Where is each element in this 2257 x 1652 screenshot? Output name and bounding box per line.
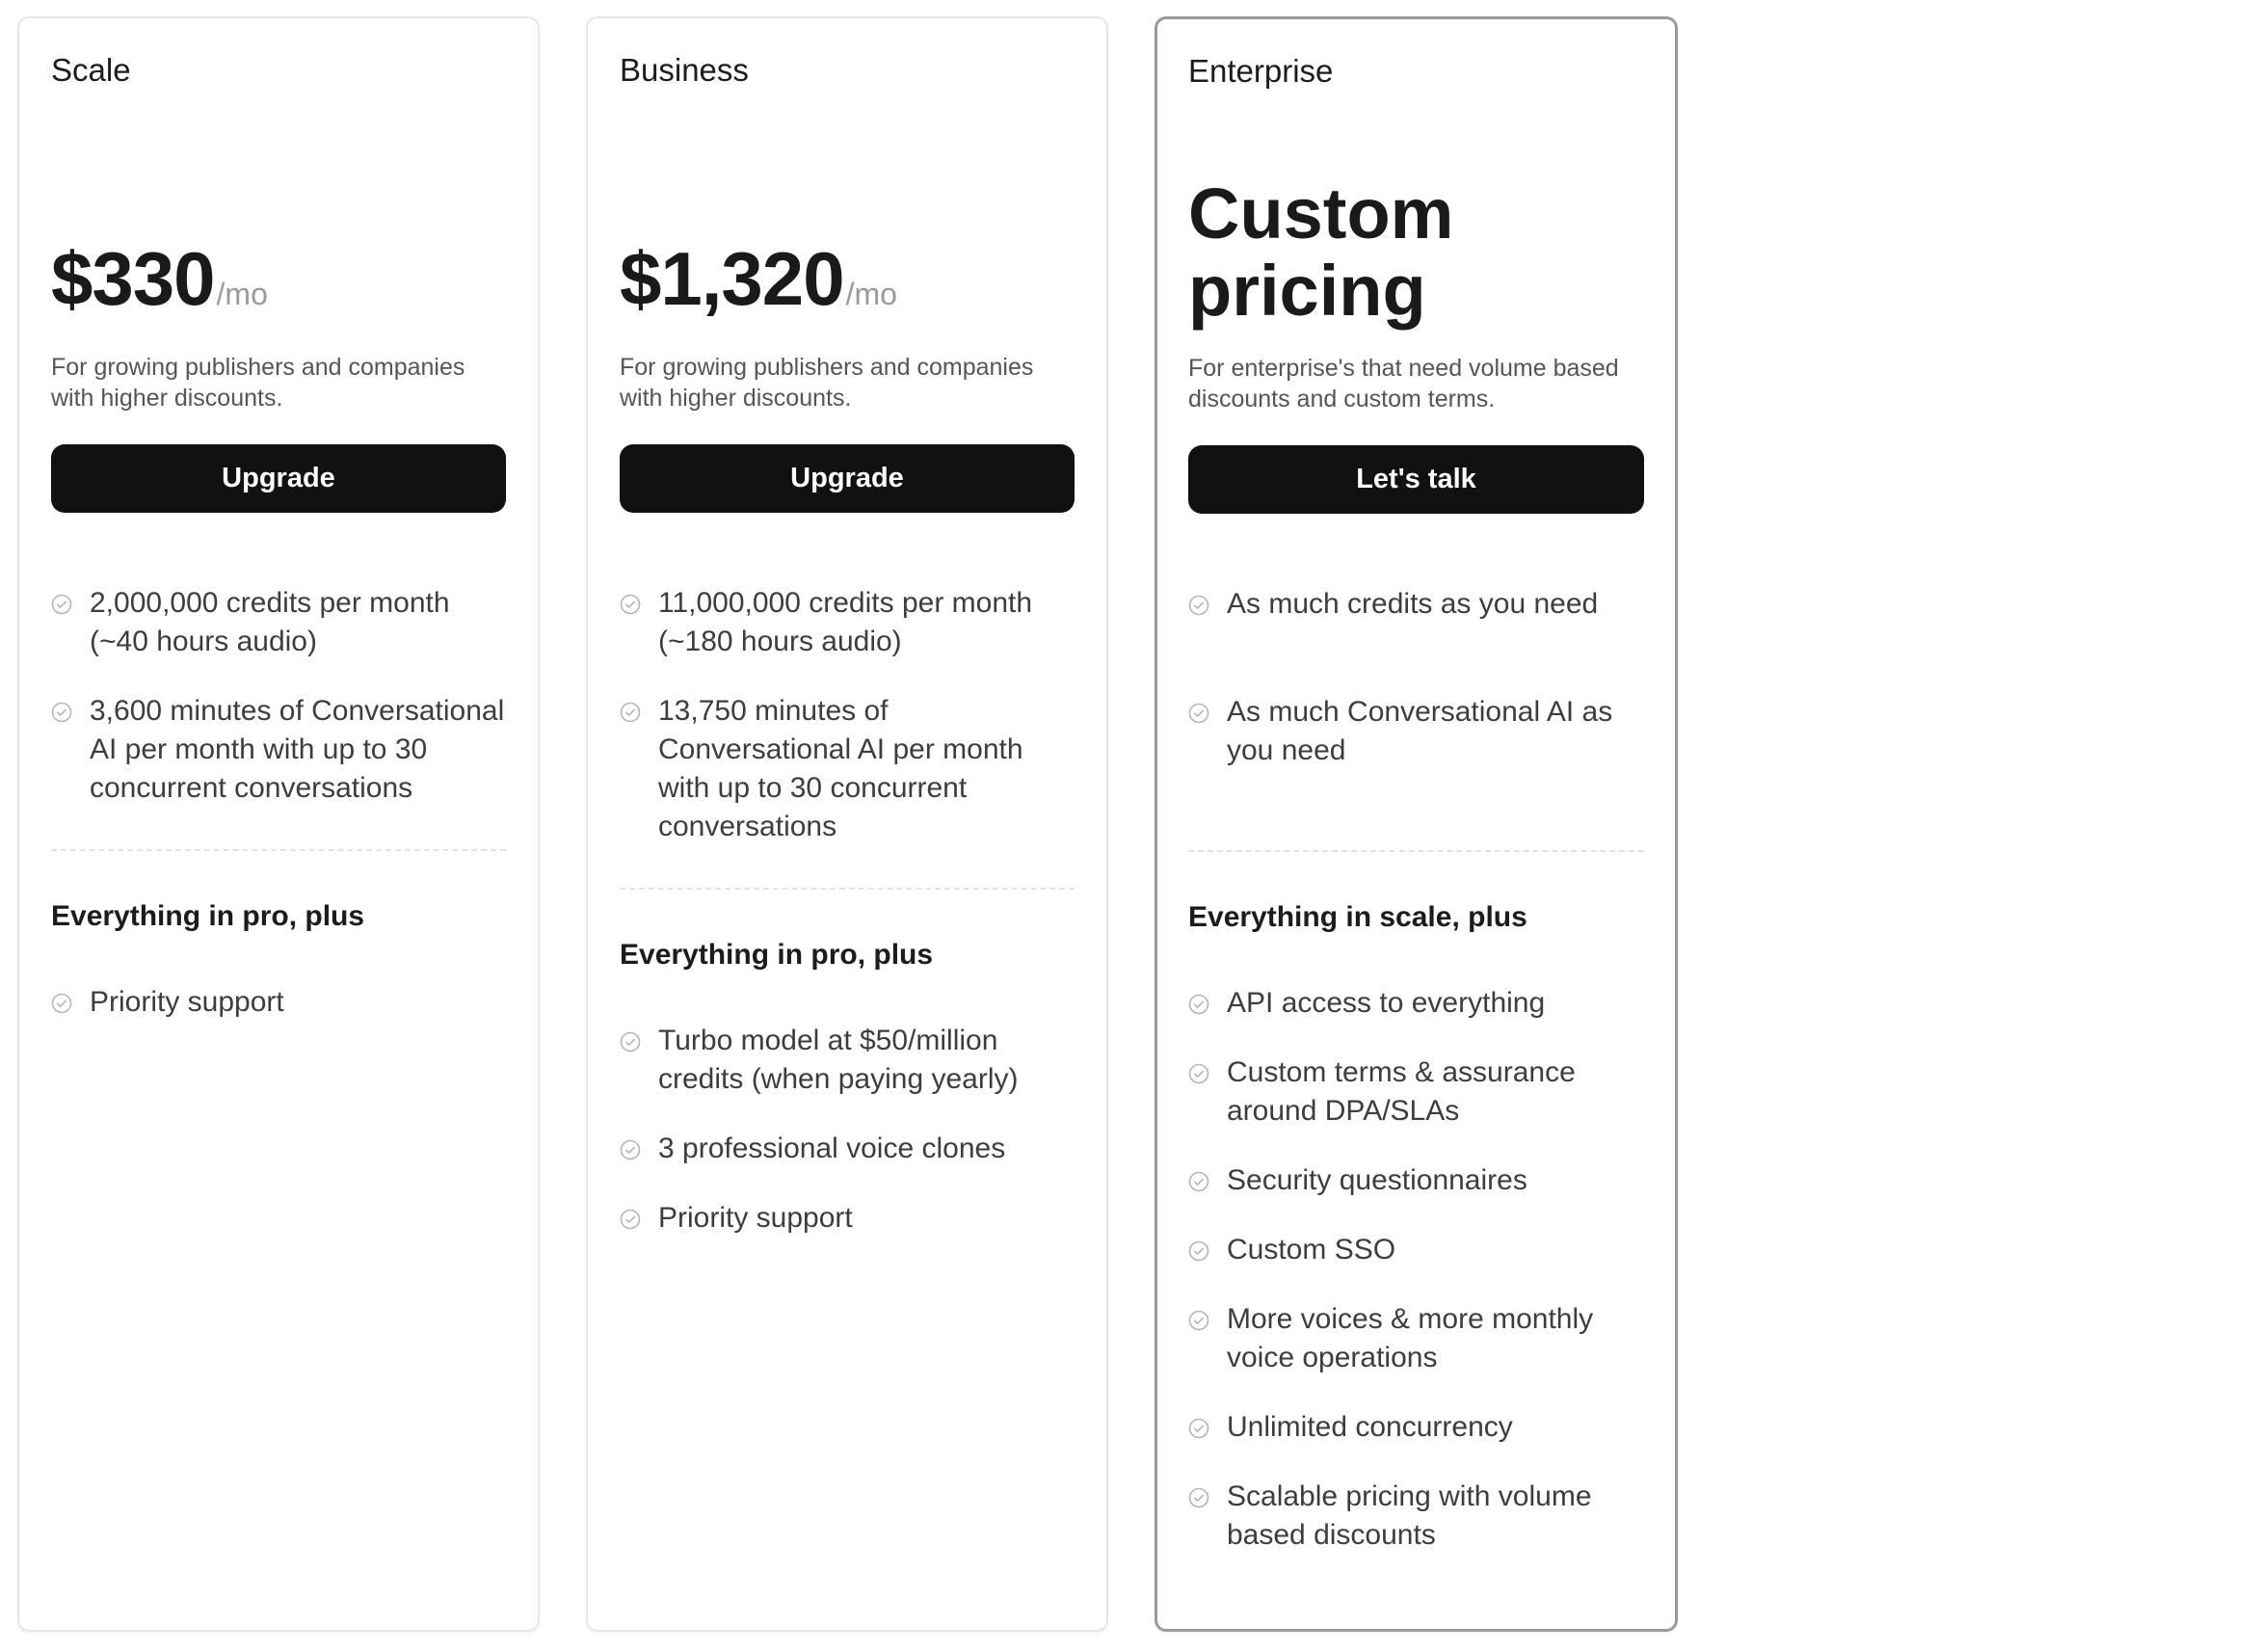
check-circle-icon: [1188, 1063, 1209, 1084]
check-circle-icon: [620, 1031, 641, 1052]
check-circle-icon: [620, 702, 641, 723]
feature-item: 11,000,000 credits per month (~180 hours audio): [620, 584, 1075, 661]
section-title: Everything in pro, plus: [51, 900, 365, 932]
feature-item: More voices & more monthly voice operations: [1188, 1300, 1644, 1377]
feature-item: Priority support: [620, 1199, 1075, 1238]
check-circle-icon: [620, 1209, 641, 1230]
extras-list: [51, 983, 506, 1052]
divider: [51, 849, 506, 851]
divider: [1188, 850, 1644, 852]
feature-item: API access to everything: [1188, 984, 1644, 1023]
feature-list: [1188, 585, 1644, 801]
price-row: [620, 235, 897, 323]
check-circle-icon: [620, 594, 641, 615]
feature-item: As much credits as you need: [1188, 585, 1644, 624]
extras-list: [620, 1022, 1075, 1268]
extras-list: [1188, 984, 1644, 1585]
check-circle-icon: [1188, 1418, 1209, 1439]
feature-item: Unlimited concurrency: [1188, 1408, 1644, 1447]
upgrade-button[interactable]: Upgrade: [620, 444, 1075, 513]
plan-description: For growing publishers and companies with higher discounts.: [620, 354, 1034, 412]
section-title: Everything in scale, plus: [1188, 901, 1527, 933]
check-circle-icon: [51, 993, 72, 1014]
feature-item: Custom terms & assurance around DPA/SLAs: [1188, 1053, 1644, 1131]
check-circle-icon: [1188, 595, 1209, 616]
upgrade-button[interactable]: Upgrade: [51, 444, 506, 513]
check-circle-icon: [620, 1139, 641, 1160]
check-circle-icon: [51, 702, 72, 723]
contact-button[interactable]: Let's talk: [1188, 445, 1644, 514]
plan-card-business: [586, 16, 1108, 1632]
feature-list: [620, 584, 1075, 877]
feature-item: 13,750 minutes of Conversational AI per month with up to 30 concurrent conversations: [620, 692, 1075, 846]
feature-item: Security questionnaires: [1188, 1161, 1644, 1200]
plan-name: Scale: [51, 52, 131, 88]
plan-description: For growing publishers and companies with higher discounts.: [51, 354, 465, 412]
check-circle-icon: [1188, 994, 1209, 1015]
plan-price: Custom pricing: [1188, 173, 1454, 331]
check-circle-icon: [1188, 1171, 1209, 1192]
plan-name: Enterprise: [1188, 53, 1334, 89]
divider: [620, 888, 1075, 890]
plan-description: For enterprise's that need volume based discounts and custom terms.: [1188, 355, 1619, 413]
price-period: /mo: [216, 277, 268, 311]
check-circle-icon: [1188, 1487, 1209, 1508]
feature-item: Priority support: [51, 983, 506, 1022]
feature-list: [51, 584, 506, 839]
price-row: [51, 235, 268, 323]
check-circle-icon: [1188, 1240, 1209, 1262]
check-circle-icon: [51, 594, 72, 615]
plan-card-scale: [17, 16, 540, 1632]
check-circle-icon: [1188, 703, 1209, 724]
price-period: /mo: [845, 277, 897, 311]
feature-item: Turbo model at $50/million credits (when paying yearly): [620, 1022, 1075, 1099]
plan-price: $1,320: [620, 236, 844, 321]
check-circle-icon: [1188, 1310, 1209, 1331]
feature-item: As much Conversational AI as you need: [1188, 693, 1644, 770]
feature-item: Custom SSO: [1188, 1231, 1644, 1269]
plan-name: Business: [620, 52, 749, 88]
feature-item: 3 professional voice clones: [620, 1130, 1075, 1168]
feature-item: Scalable pricing with volume based discounts: [1188, 1478, 1644, 1555]
feature-item: 3,600 minutes of Conversational AI per month with up to 30 concurrent conversations: [51, 692, 506, 808]
plan-card-enterprise: [1155, 16, 1678, 1632]
plan-price: $330: [51, 236, 215, 321]
feature-item: 2,000,000 credits per month (~40 hours audio): [51, 584, 506, 661]
section-title: Everything in pro, plus: [620, 939, 934, 971]
